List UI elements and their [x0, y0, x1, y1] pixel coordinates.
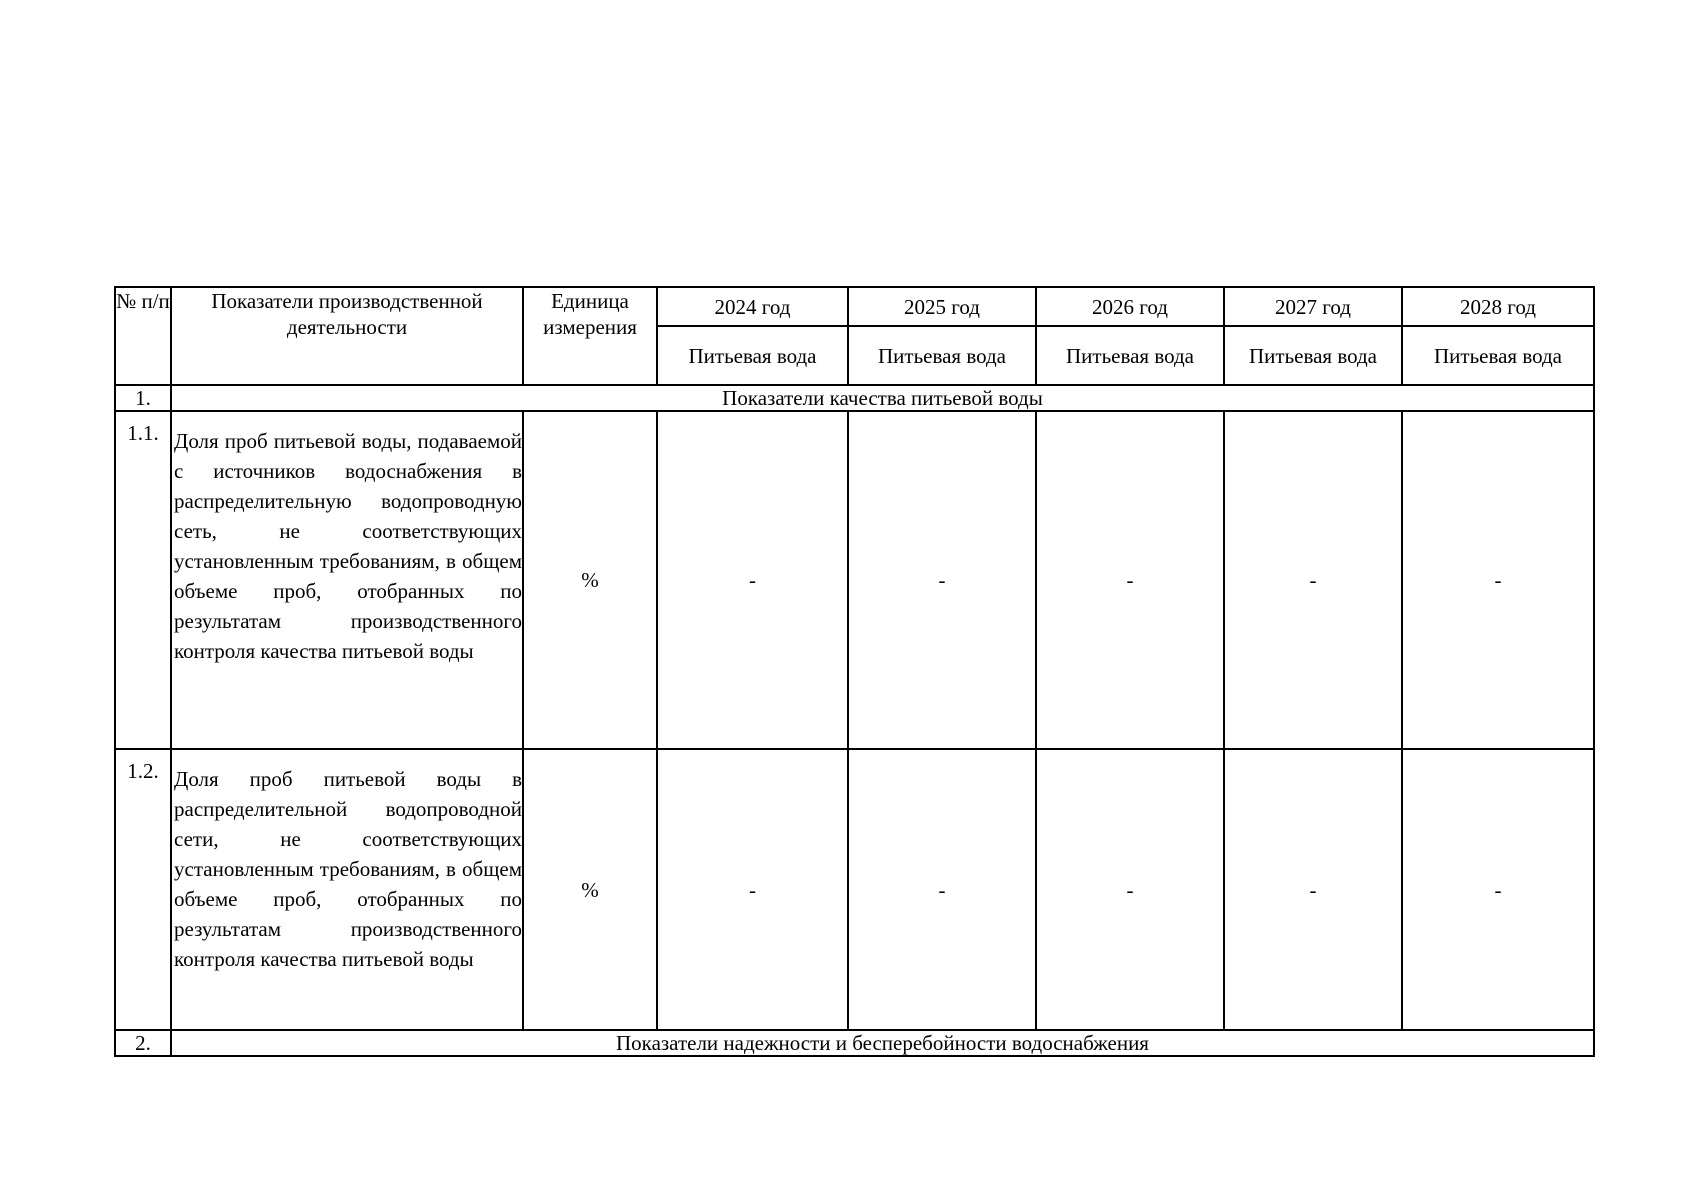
- row-num: 1.1.: [115, 411, 171, 749]
- row-value: -: [848, 749, 1036, 1030]
- row-value: -: [1036, 411, 1224, 749]
- section-row: [115, 1030, 1594, 1056]
- table-row: [115, 749, 1594, 1030]
- row-value: -: [1224, 749, 1402, 1030]
- row-value: -: [1036, 749, 1224, 1030]
- header-water: Питьевая вода: [848, 326, 1036, 385]
- row-indicator: Доля проб питьевой воды в распределительной водопроводной сети, не соответствующих установленным требованиям, в общем объеме проб, отобранных по результатам производственного контроля качества питьевой воды: [171, 749, 523, 1030]
- section-num: 2.: [115, 1030, 171, 1056]
- row-num: 1.2.: [115, 749, 171, 1030]
- header-year: 2024 год: [657, 287, 848, 326]
- header-water: Питьевая вода: [1402, 326, 1594, 385]
- header-indicator: Показатели производственной деятельности: [171, 287, 523, 385]
- row-value: -: [1224, 411, 1402, 749]
- section-title: Показатели качества питьевой воды: [171, 385, 1594, 411]
- row-value: -: [848, 411, 1036, 749]
- section-row: [115, 385, 1594, 411]
- row-unit: %: [523, 411, 657, 749]
- row-unit: %: [523, 749, 657, 1030]
- header-water: Питьевая вода: [1224, 326, 1402, 385]
- header-water: Питьевая вода: [1036, 326, 1224, 385]
- indicators-table: [114, 286, 1595, 1057]
- row-value: -: [1402, 411, 1594, 749]
- header-year: 2026 год: [1036, 287, 1224, 326]
- header-year: 2027 год: [1224, 287, 1402, 326]
- header-unit: Единица измерения: [523, 287, 657, 385]
- header-num: № п/п: [115, 287, 171, 385]
- row-value: -: [657, 749, 848, 1030]
- header-water: Питьевая вода: [657, 326, 848, 385]
- table-row: [115, 411, 1594, 749]
- section-title: Показатели надежности и бесперебойности водоснабжения: [171, 1030, 1594, 1056]
- header-year: 2025 год: [848, 287, 1036, 326]
- row-value: -: [657, 411, 848, 749]
- row-value: -: [1402, 749, 1594, 1030]
- table-header-row: [115, 287, 1594, 326]
- header-year: 2028 год: [1402, 287, 1594, 326]
- section-num: 1.: [115, 385, 171, 411]
- row-indicator: Доля проб питьевой воды, подаваемой с источников водоснабжения в распределительную водопроводную сеть, не соответствующих установленным требованиям, в общем объеме проб, отобранных по результатам производственного контроля качества питьевой воды: [171, 411, 523, 749]
